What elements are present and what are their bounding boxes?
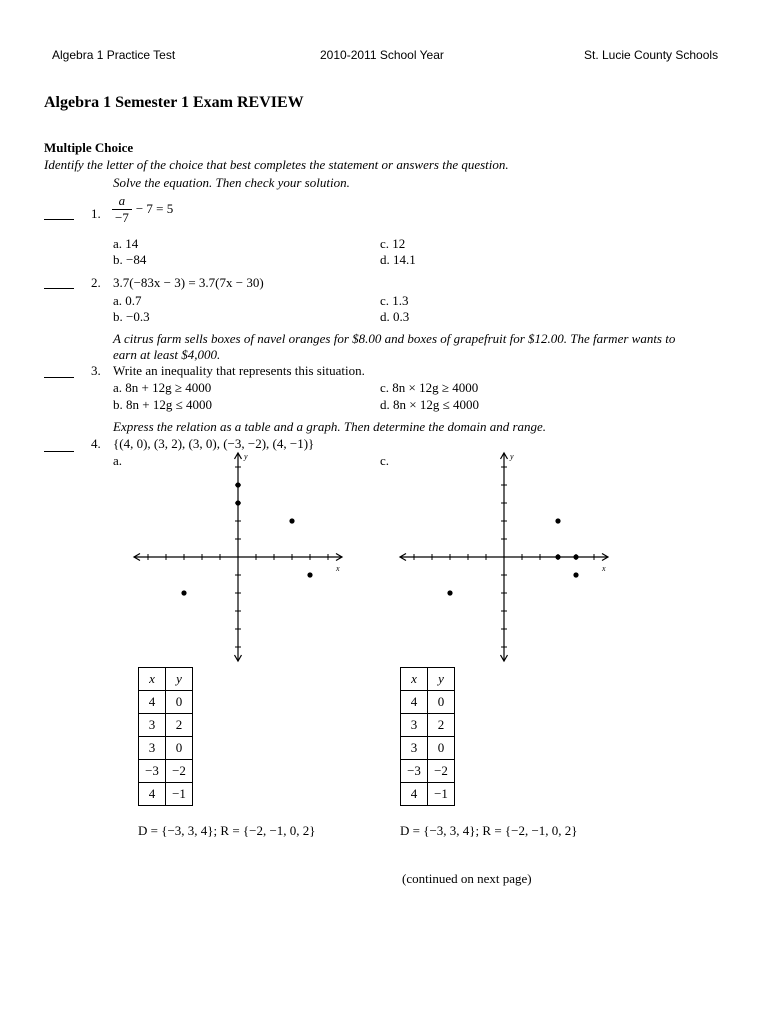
- table-cell: 3: [401, 737, 428, 760]
- q2-equation: 3.7(−83x − 3) = 3.7(7x − 30): [113, 275, 264, 290]
- coordinate-graph-c: [392, 446, 616, 668]
- q4-directive: Express the relation as a table and a graph. Then determine the domain and range.: [113, 419, 547, 434]
- table-cell: 4: [401, 783, 428, 806]
- table-cell: −3: [139, 760, 166, 783]
- graph-point: [235, 482, 240, 487]
- q3-context-line1: A citrus farm sells boxes of navel oranges for $8.00 and boxes of grapefruit for $12.00. The farmer wants to: [113, 331, 676, 346]
- q2-choice-d: d. 0.3: [380, 309, 410, 324]
- q1-choice-b: b. −84: [113, 252, 147, 267]
- graph-point: [555, 554, 560, 559]
- table-cell: −2: [428, 760, 455, 783]
- table-cell: 3: [139, 737, 166, 760]
- y-axis-label: y: [510, 452, 514, 461]
- graph-point: [181, 590, 186, 595]
- table-cell: −3: [401, 760, 428, 783]
- q1-denominator: −7: [115, 210, 129, 225]
- table-row: [401, 714, 455, 737]
- table-cell: 3: [139, 714, 166, 737]
- table-row: [139, 691, 193, 714]
- q3-choice-c: c. 8n × 12g ≥ 4000: [380, 380, 479, 395]
- table-cell: −1: [428, 783, 455, 806]
- table-row: [401, 760, 455, 783]
- page-title: Algebra 1 Semester 1 Exam REVIEW: [44, 94, 304, 111]
- q2-choice-c: c. 1.3: [380, 293, 409, 308]
- table-cell: 0: [428, 691, 455, 714]
- table-cell: −1: [166, 783, 193, 806]
- q1-numerator: a: [112, 193, 132, 210]
- q2-choice-a: a. 0.7: [113, 293, 142, 308]
- q1-choice-c: c. 12: [380, 236, 406, 251]
- continued-note: (continued on next page): [402, 871, 532, 886]
- graph-point: [573, 572, 578, 577]
- table-cell: 2: [166, 714, 193, 737]
- table-cell: 3: [401, 714, 428, 737]
- q2-answer-blank[interactable]: [44, 287, 74, 289]
- table-cell: 2: [428, 714, 455, 737]
- table-header-cell: x: [139, 668, 166, 691]
- coordinate-graph-a: [126, 446, 350, 668]
- x-axis-label: x: [602, 564, 606, 573]
- q4-choice-a-label: a.: [113, 453, 123, 468]
- header-year: 2010-2011 School Year: [320, 48, 444, 62]
- q3-choice-d: d. 8n × 12g ≤ 4000: [380, 397, 479, 412]
- q4-relation: {(4, 0), (3, 2), (3, 0), (−3, −2), (4, −1)}: [113, 436, 315, 451]
- graph-point: [235, 500, 240, 505]
- table-row: [401, 783, 455, 806]
- x-axis-label: x: [336, 564, 340, 573]
- table-cell: 0: [166, 691, 193, 714]
- q2-number: 2.: [91, 275, 101, 290]
- relation-table-a: [138, 667, 193, 806]
- q4-number: 4.: [91, 436, 101, 451]
- q4-answer-blank[interactable]: [44, 450, 74, 452]
- table-header-cell: y: [166, 668, 193, 691]
- q3-context-line2: earn at least $4,000.: [113, 347, 221, 362]
- table-row: [401, 691, 455, 714]
- q1-answer-blank[interactable]: [44, 218, 74, 220]
- domain-range-c: D = {−3, 3, 4}; R = {−2, −1, 0, 2}: [400, 823, 578, 838]
- table-cell: −2: [166, 760, 193, 783]
- q3-number: 3.: [91, 363, 101, 378]
- q3-choice-a: a. 8n + 12g ≥ 4000: [113, 380, 212, 395]
- q1-equation-rest: − 7 = 5: [135, 201, 174, 217]
- section-heading: Multiple Choice: [44, 140, 134, 155]
- table-cell: 4: [401, 691, 428, 714]
- table-row: [139, 737, 193, 760]
- table-cell: 0: [428, 737, 455, 760]
- graph-point: [555, 518, 560, 523]
- instructions: Identify the letter of the choice that best completes the statement or answers the question.: [44, 157, 509, 172]
- q1-choice-a: a. 14: [113, 236, 139, 251]
- graph-point: [307, 572, 312, 577]
- q1-number: 1.: [91, 206, 101, 221]
- table-header-row: [139, 668, 193, 691]
- table-row: [139, 783, 193, 806]
- header-course: Algebra 1 Practice Test: [52, 48, 176, 62]
- table-row: [139, 760, 193, 783]
- table-header-cell: y: [428, 668, 455, 691]
- q1-equation: [112, 193, 173, 226]
- q2-choice-b: b. −0.3: [113, 309, 150, 324]
- table-cell: 4: [139, 783, 166, 806]
- domain-range-a: D = {−3, 3, 4}; R = {−2, −1, 0, 2}: [138, 823, 316, 838]
- relation-table-c: [400, 667, 455, 806]
- q1-choice-d: d. 14.1: [380, 252, 416, 267]
- q3-stem: Write an inequality that represents this situation.: [113, 363, 365, 378]
- table-row: [401, 737, 455, 760]
- graph-point: [289, 518, 294, 523]
- table-header-row: [401, 668, 455, 691]
- header-district: St. Lucie County Schools: [584, 48, 719, 62]
- q1-fraction: [112, 193, 132, 226]
- table-header-cell: x: [401, 668, 428, 691]
- table-cell: 4: [139, 691, 166, 714]
- q3-answer-blank[interactable]: [44, 376, 74, 378]
- table-cell: 0: [166, 737, 193, 760]
- y-axis-label: y: [244, 452, 248, 461]
- graph-point: [447, 590, 452, 595]
- q4-choice-c-label: c.: [380, 453, 390, 468]
- q3-choice-b: b. 8n + 12g ≤ 4000: [113, 397, 212, 412]
- table-row: [139, 714, 193, 737]
- graph-point: [573, 554, 578, 559]
- q1-directive: Solve the equation. Then check your solution.: [113, 175, 350, 190]
